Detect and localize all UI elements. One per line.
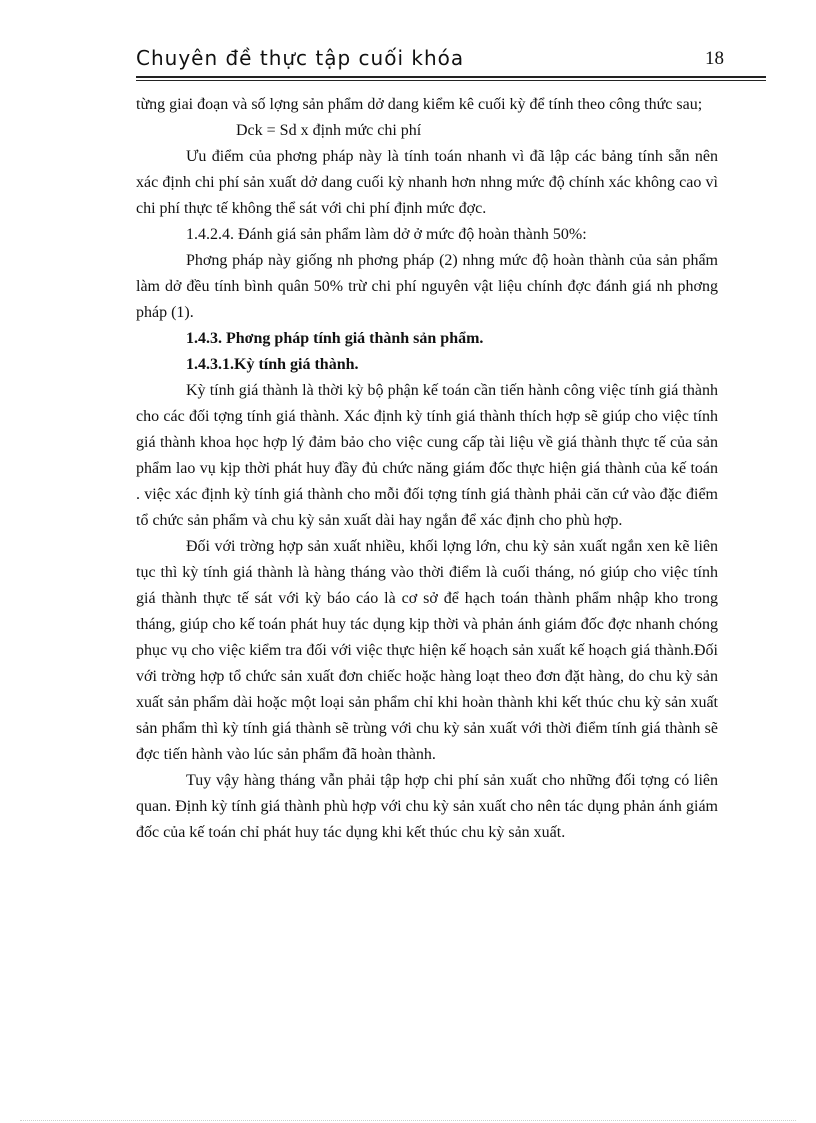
page-header: [136, 46, 766, 72]
section-heading-1-4-3-1: 1.4.3.1.Kỳ tính giá thành.: [186, 356, 359, 373]
section-heading-1-4-3: 1.4.3. Phơng pháp tính giá thành sản phẩm.: [186, 330, 484, 347]
paragraph-mass-production: Đối với trờng hợp sản xuất nhiều, khối lợng lớn, chu kỳ sản xuất ngắn xen kẽ liên tục thì kỳ tính giá thành là hàng tháng vào thời điểm là cuối tháng, nó giúp cho việc tính giá thành thực tế sát với kỳ báo cáo là cơ sở để hạch toán thành phẩm nhập kho trong tháng, giúp cho kế toán phát huy tác dụng kịp thời và phản ánh giám đốc đợc nhanh chóng phục vụ cho việc kiểm tra đối với việc thực hiện kế hoạch sản xuất kế hoạch giá thành.Đối với trờng hợp tổ chức sản xuất đơn chiếc hoặc hàng loạt theo đơn đặt hàng, do chu kỳ sản xuất sản phẩm dài hoặc một loại sản phẩm chỉ khi hoàn thành khi kết thúc chu kỳ sản xuất sản phẩm thì kỳ tính giá thành sẽ trùng với chu kỳ sản xuất với thời điểm tính giá thành sẽ đợc tiến hành vào lúc sản phẩm đã hoàn thành.: [136, 538, 718, 763]
header-rule-thick: [136, 76, 766, 78]
header-rule-thin: [136, 80, 766, 81]
paragraph-continuation: từng giai đoạn và số lợng sản phẩm dở dang kiểm kê cuối kỳ để tính theo công thức sau;: [136, 96, 703, 113]
paragraph-costing-period: Kỳ tính giá thành là thời kỳ bộ phận kế toán cần tiến hành công việc tính giá thành cho các đối tợng tính giá thành. Xác định kỳ tính giá thành thích hợp sẽ giúp cho việc tính giá thành khoa học hợp lý đảm bảo cho việc cung cấp tài liệu về giá thành thực tế của sản phẩm lao vụ kịp thời phát huy đầy đủ chức năng giám đốc thực hiện giá thành của kế toán . việc xác định kỳ tính giá thành cho mỗi đối tợng tính giá thành phải căn cứ vào đặc điểm tổ chức sản phẩm và chu kỳ sản xuất dài hay ngắn để xác định cho phù hợp.: [136, 382, 718, 529]
paragraph-monthly-aggregation: Tuy vậy hàng tháng vẫn phải tập hợp chi phí sản xuất cho những đối tợng có liên quan. Định kỳ tính giá thành phù hợp với chu kỳ sản xuất cho nên tác dụng phản ánh giám đốc của kế toán chỉ phát huy tác dụng khi kết thúc chu kỳ sản xuất.: [136, 772, 718, 841]
bottom-dotted-line: [20, 1120, 796, 1121]
paragraph-method-50-percent: Phơng pháp này giống nh phơng pháp (2) nhng mức độ hoàn thành của sản phẩm làm dở đều tính bình quân 50% trừ chi phí nguyên vật liệu chính đợc đánh giá nh phơng pháp (1).: [136, 252, 718, 321]
document-title: Chuyên đề thực tập cuối khóa: [136, 46, 465, 70]
formula-dck: Dck = Sd x định mức chi phí: [236, 122, 422, 139]
paragraph-advantages: Ưu điểm của phơng pháp này là tính toán nhanh vì đã lập các bảng tính sẵn nên xác định chi phí sản xuất dở dang cuối kỳ nhanh hơn nhng mức độ chính xác không cao vì chi phí thực tế không thể sát với chi phí định mức đợc.: [136, 148, 718, 217]
page-number: 18: [705, 48, 724, 69]
subsection-heading-1-4-2-4: 1.4.2.4. Đánh giá sản phẩm làm dở ở mức độ hoàn thành 50%:: [186, 226, 587, 243]
page-body: [136, 92, 718, 846]
